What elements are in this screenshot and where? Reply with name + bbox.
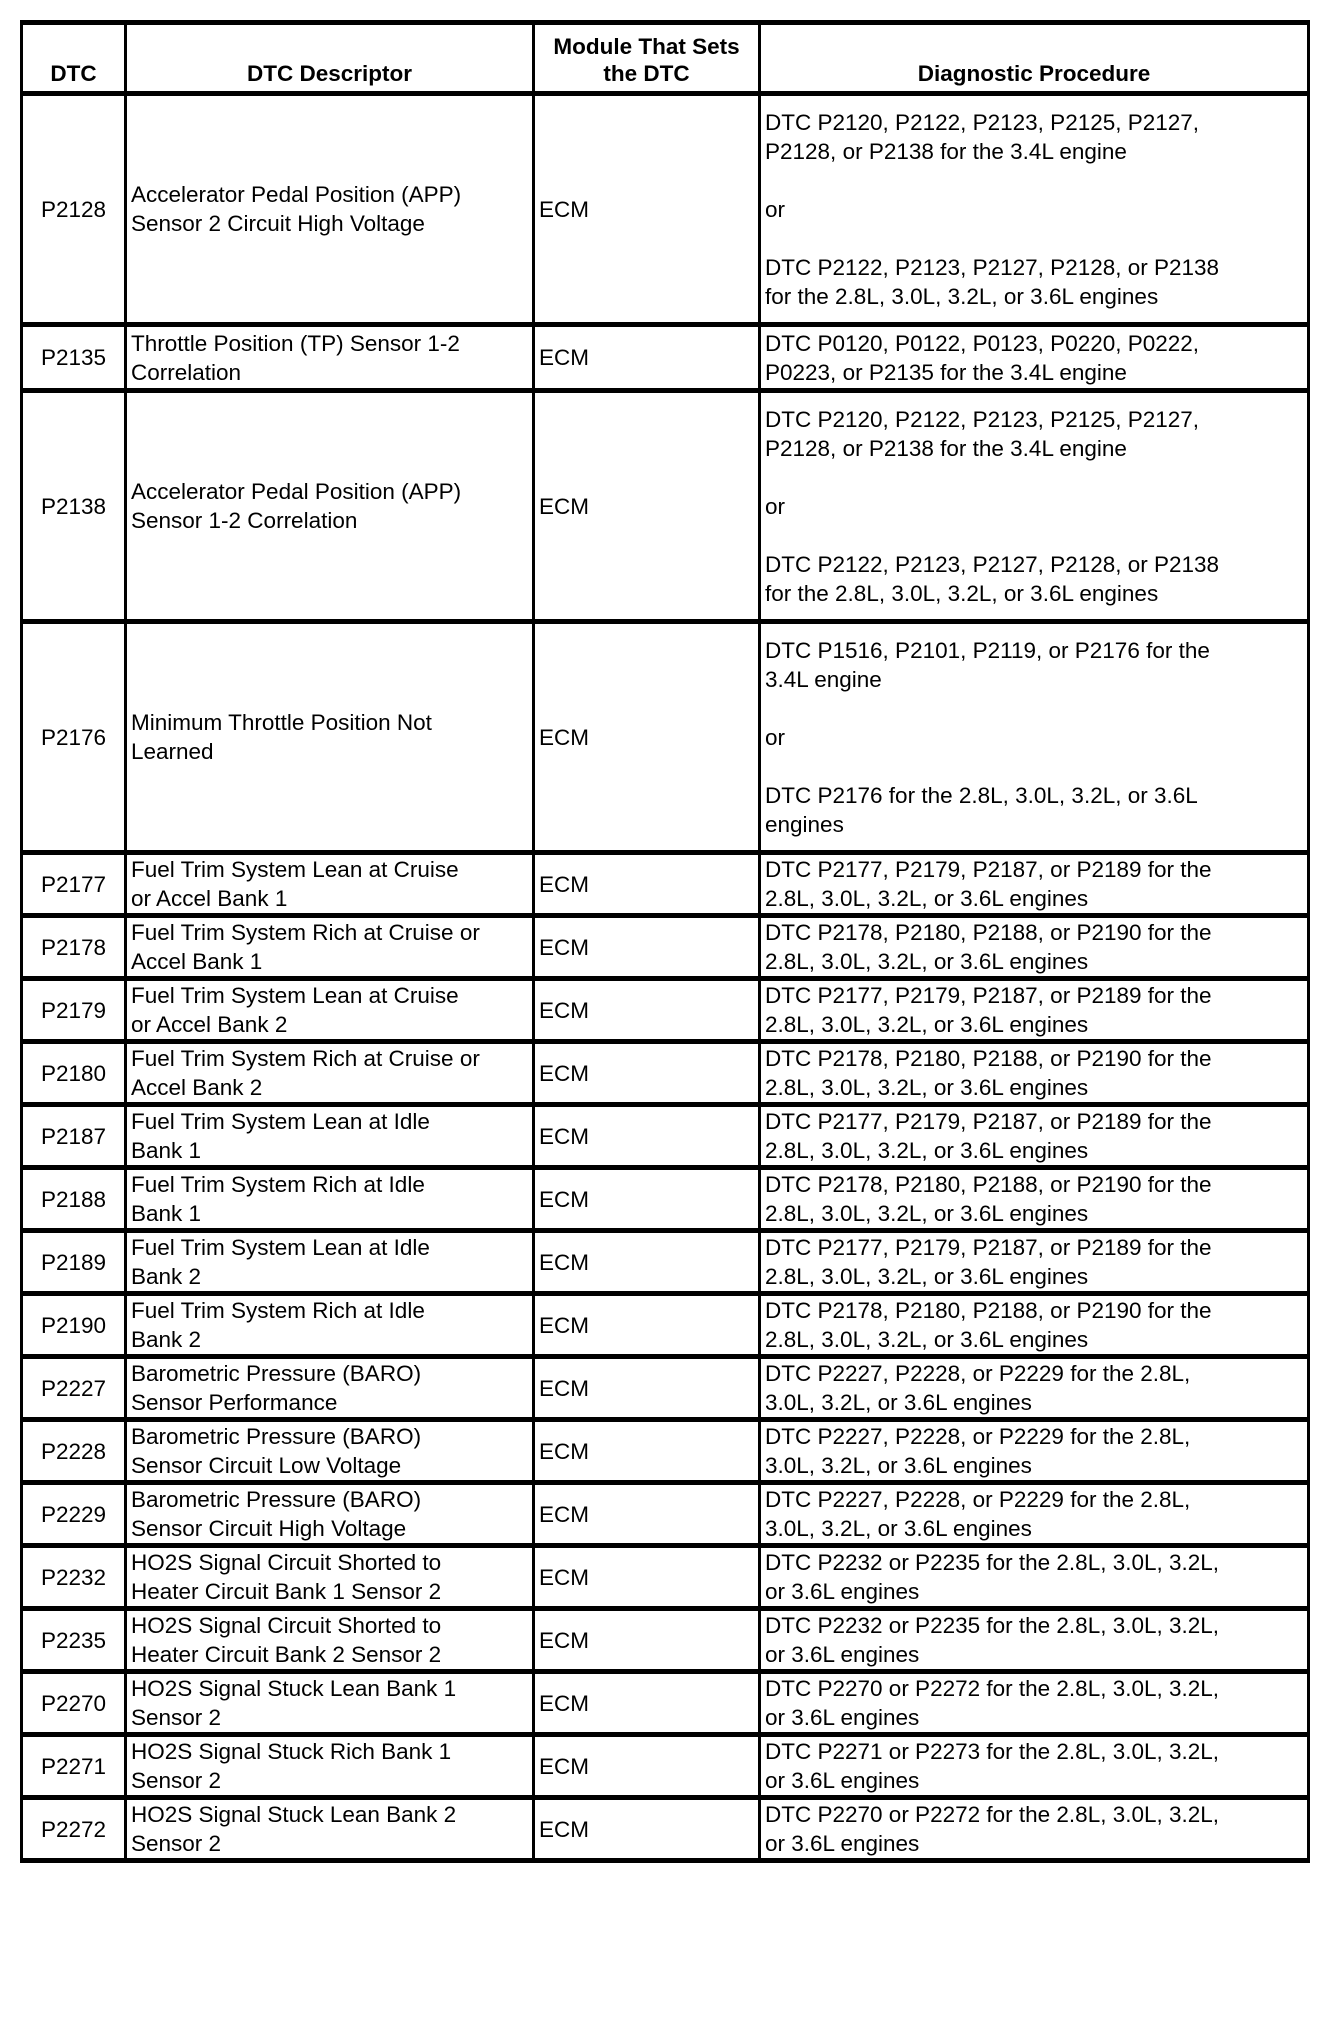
dtc-descriptor: HO2S Signal Circuit Shorted to Heater Circuit Bank 2 Sensor 2 bbox=[126, 1609, 534, 1672]
diagnostic-procedure: DTC P2177, P2179, P2187, or P2189 for the 2.8L, 3.0L, 3.2L, or 3.6L engines bbox=[760, 1231, 1309, 1294]
dtc-descriptor: Throttle Position (TP) Sensor 1-2 Correlation bbox=[126, 325, 534, 391]
diagnostic-procedure: DTC P2120, P2122, P2123, P2125, P2127, P2128, or P2138 for the 3.4L engine or DTC P2122, P2123, P2127, P2128, or P2138 for the 2.8L, 3.0L, 3.2L, or 3.6L engines bbox=[760, 94, 1309, 325]
diagnostic-procedure: DTC P2177, P2179, P2187, or P2189 for the 2.8L, 3.0L, 3.2L, or 3.6L engines bbox=[760, 1105, 1309, 1168]
table-row bbox=[22, 1042, 1309, 1105]
diagnostic-procedure: DTC P2120, P2122, P2123, P2125, P2127, P2128, or P2138 for the 3.4L engine or DTC P2122, P2123, P2127, P2128, or P2138 for the 2.8L, 3.0L, 3.2L, or 3.6L engines bbox=[760, 391, 1309, 622]
module-name: ECM bbox=[534, 391, 760, 622]
table-row bbox=[22, 1609, 1309, 1672]
dtc-descriptor: Barometric Pressure (BARO) Sensor Circuit High Voltage bbox=[126, 1483, 534, 1546]
diagnostic-procedure: DTC P0120, P0122, P0123, P0220, P0222, P0223, or P2135 for the 3.4L engine bbox=[760, 325, 1309, 391]
module-name: ECM bbox=[534, 979, 760, 1042]
dtc-descriptor: Fuel Trim System Lean at Idle Bank 2 bbox=[126, 1231, 534, 1294]
dtc-descriptor: Barometric Pressure (BARO) Sensor Performance bbox=[126, 1357, 534, 1420]
module-name: ECM bbox=[534, 1735, 760, 1798]
dtc-code: P2189 bbox=[22, 1231, 126, 1294]
module-name: ECM bbox=[534, 94, 760, 325]
dtc-table bbox=[20, 20, 1310, 1863]
dtc-descriptor: Fuel Trim System Lean at Cruise or Accel Bank 1 bbox=[126, 853, 534, 916]
dtc-descriptor: Fuel Trim System Lean at Cruise or Accel Bank 2 bbox=[126, 979, 534, 1042]
dtc-descriptor: Fuel Trim System Rich at Cruise or Accel Bank 2 bbox=[126, 1042, 534, 1105]
header-module: Module That Sets the DTC bbox=[534, 23, 760, 94]
diagnostic-procedure: DTC P2232 or P2235 for the 2.8L, 3.0L, 3.2L, or 3.6L engines bbox=[760, 1609, 1309, 1672]
dtc-descriptor: HO2S Signal Circuit Shorted to Heater Circuit Bank 1 Sensor 2 bbox=[126, 1546, 534, 1609]
dtc-code: P2271 bbox=[22, 1735, 126, 1798]
dtc-descriptor: Minimum Throttle Position Not Learned bbox=[126, 622, 534, 853]
module-name: ECM bbox=[534, 1546, 760, 1609]
table-row bbox=[22, 325, 1309, 391]
table-row bbox=[22, 1546, 1309, 1609]
diagnostic-procedure: DTC P2227, P2228, or P2229 for the 2.8L, 3.0L, 3.2L, or 3.6L engines bbox=[760, 1420, 1309, 1483]
table-row bbox=[22, 1798, 1309, 1861]
dtc-code: P2187 bbox=[22, 1105, 126, 1168]
header-procedure: Diagnostic Procedure bbox=[760, 23, 1309, 94]
header-descriptor: DTC Descriptor bbox=[126, 23, 534, 94]
dtc-descriptor: HO2S Signal Stuck Rich Bank 1 Sensor 2 bbox=[126, 1735, 534, 1798]
dtc-code: P2135 bbox=[22, 325, 126, 391]
diagnostic-procedure: DTC P2227, P2228, or P2229 for the 2.8L, 3.0L, 3.2L, or 3.6L engines bbox=[760, 1483, 1309, 1546]
diagnostic-procedure: DTC P2232 or P2235 for the 2.8L, 3.0L, 3.2L, or 3.6L engines bbox=[760, 1546, 1309, 1609]
table-row bbox=[22, 94, 1309, 325]
dtc-descriptor: Fuel Trim System Rich at Cruise or Accel Bank 1 bbox=[126, 916, 534, 979]
dtc-descriptor: Accelerator Pedal Position (APP) Sensor 1-2 Correlation bbox=[126, 391, 534, 622]
module-name: ECM bbox=[534, 1798, 760, 1861]
dtc-descriptor: Fuel Trim System Rich at Idle Bank 1 bbox=[126, 1168, 534, 1231]
dtc-code: P2178 bbox=[22, 916, 126, 979]
dtc-descriptor: HO2S Signal Stuck Lean Bank 2 Sensor 2 bbox=[126, 1798, 534, 1861]
table-row bbox=[22, 391, 1309, 622]
dtc-descriptor: Barometric Pressure (BARO) Sensor Circuit Low Voltage bbox=[126, 1420, 534, 1483]
module-name: ECM bbox=[534, 1105, 760, 1168]
module-name: ECM bbox=[534, 1231, 760, 1294]
table-row bbox=[22, 1357, 1309, 1420]
table-row bbox=[22, 1168, 1309, 1231]
dtc-code: P2270 bbox=[22, 1672, 126, 1735]
table-row bbox=[22, 1105, 1309, 1168]
dtc-code: P2272 bbox=[22, 1798, 126, 1861]
dtc-descriptor: Fuel Trim System Rich at Idle Bank 2 bbox=[126, 1294, 534, 1357]
table-row bbox=[22, 1483, 1309, 1546]
dtc-code: P2232 bbox=[22, 1546, 126, 1609]
dtc-descriptor: HO2S Signal Stuck Lean Bank 1 Sensor 2 bbox=[126, 1672, 534, 1735]
diagnostic-procedure: DTC P1516, P2101, P2119, or P2176 for the 3.4L engine or DTC P2176 for the 2.8L, 3.0L, 3.2L, or 3.6L engines bbox=[760, 622, 1309, 853]
dtc-code: P2188 bbox=[22, 1168, 126, 1231]
diagnostic-procedure: DTC P2178, P2180, P2188, or P2190 for the 2.8L, 3.0L, 3.2L, or 3.6L engines bbox=[760, 1168, 1309, 1231]
module-name: ECM bbox=[534, 1420, 760, 1483]
table-row bbox=[22, 853, 1309, 916]
diagnostic-procedure: DTC P2270 or P2272 for the 2.8L, 3.0L, 3.2L, or 3.6L engines bbox=[760, 1672, 1309, 1735]
module-name: ECM bbox=[534, 1294, 760, 1357]
diagnostic-procedure: DTC P2178, P2180, P2188, or P2190 for the 2.8L, 3.0L, 3.2L, or 3.6L engines bbox=[760, 1042, 1309, 1105]
table-row bbox=[22, 1294, 1309, 1357]
header-dtc: DTC bbox=[22, 23, 126, 94]
module-name: ECM bbox=[534, 325, 760, 391]
dtc-code: P2138 bbox=[22, 391, 126, 622]
diagnostic-procedure: DTC P2177, P2179, P2187, or P2189 for the 2.8L, 3.0L, 3.2L, or 3.6L engines bbox=[760, 853, 1309, 916]
dtc-code: P2128 bbox=[22, 94, 126, 325]
dtc-code: P2180 bbox=[22, 1042, 126, 1105]
diagnostic-procedure: DTC P2271 or P2273 for the 2.8L, 3.0L, 3.2L, or 3.6L engines bbox=[760, 1735, 1309, 1798]
module-name: ECM bbox=[534, 853, 760, 916]
table-row bbox=[22, 622, 1309, 853]
table-row bbox=[22, 1420, 1309, 1483]
dtc-code: P2190 bbox=[22, 1294, 126, 1357]
table-row bbox=[22, 1231, 1309, 1294]
dtc-code: P2177 bbox=[22, 853, 126, 916]
dtc-descriptor: Accelerator Pedal Position (APP) Sensor 2 Circuit High Voltage bbox=[126, 94, 534, 325]
module-name: ECM bbox=[534, 622, 760, 853]
diagnostic-procedure: DTC P2178, P2180, P2188, or P2190 for the 2.8L, 3.0L, 3.2L, or 3.6L engines bbox=[760, 916, 1309, 979]
dtc-code: P2176 bbox=[22, 622, 126, 853]
module-name: ECM bbox=[534, 1357, 760, 1420]
dtc-code: P2229 bbox=[22, 1483, 126, 1546]
table-row bbox=[22, 1735, 1309, 1798]
header-row bbox=[22, 23, 1309, 94]
dtc-code: P2235 bbox=[22, 1609, 126, 1672]
module-name: ECM bbox=[534, 1483, 760, 1546]
module-name: ECM bbox=[534, 916, 760, 979]
table-row bbox=[22, 916, 1309, 979]
diagnostic-procedure: DTC P2227, P2228, or P2229 for the 2.8L, 3.0L, 3.2L, or 3.6L engines bbox=[760, 1357, 1309, 1420]
module-name: ECM bbox=[534, 1672, 760, 1735]
module-name: ECM bbox=[534, 1168, 760, 1231]
dtc-descriptor: Fuel Trim System Lean at Idle Bank 1 bbox=[126, 1105, 534, 1168]
module-name: ECM bbox=[534, 1042, 760, 1105]
diagnostic-procedure: DTC P2178, P2180, P2188, or P2190 for the 2.8L, 3.0L, 3.2L, or 3.6L engines bbox=[760, 1294, 1309, 1357]
dtc-code: P2228 bbox=[22, 1420, 126, 1483]
diagnostic-procedure: DTC P2177, P2179, P2187, or P2189 for the 2.8L, 3.0L, 3.2L, or 3.6L engines bbox=[760, 979, 1309, 1042]
diagnostic-procedure: DTC P2270 or P2272 for the 2.8L, 3.0L, 3.2L, or 3.6L engines bbox=[760, 1798, 1309, 1861]
dtc-code: P2227 bbox=[22, 1357, 126, 1420]
table-row bbox=[22, 979, 1309, 1042]
table-row bbox=[22, 1672, 1309, 1735]
module-name: ECM bbox=[534, 1609, 760, 1672]
dtc-code: P2179 bbox=[22, 979, 126, 1042]
